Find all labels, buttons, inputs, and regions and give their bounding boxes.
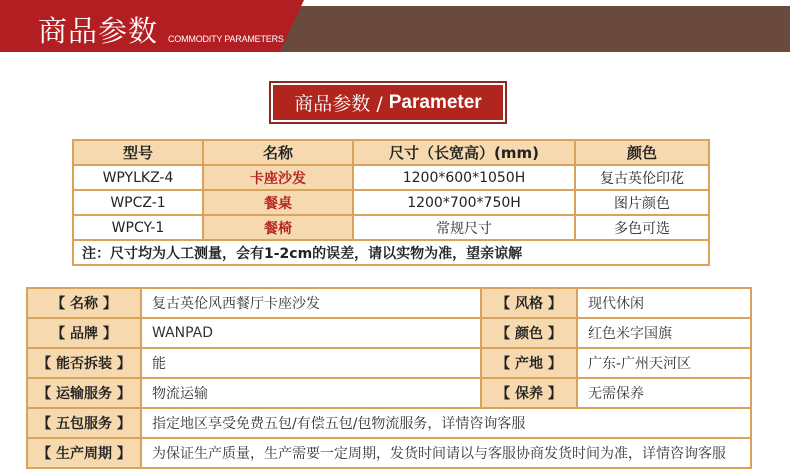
parameter-heading [269, 81, 507, 124]
value-style: 现代休闲 [577, 288, 751, 318]
header-size: 尺寸（长宽高）(mm) [353, 140, 575, 165]
value-brand: WANPAD [141, 318, 481, 348]
cell-color: 复古英伦印花 [575, 165, 709, 190]
label-shipping: 【 运输服务 】 [27, 378, 141, 408]
parameter-heading-cn: 商品参数 / [294, 93, 383, 115]
label-package: 【 五包服务 】 [27, 408, 141, 438]
label-color: 【 颜色 】 [481, 318, 577, 348]
header-model: 型号 [73, 140, 203, 165]
value-shipping: 物流运输 [141, 378, 481, 408]
value-cycle: 为保证生产质量，生产需要一定周期，发货时间请以与客服协商发货时间为准，详情咨询客服 [141, 438, 751, 468]
header-name: 名称 [203, 140, 353, 165]
value-origin: 广东-广州天河区 [577, 348, 751, 378]
header-banner [0, 0, 790, 52]
banner-title: 商品参数 [38, 14, 159, 48]
detail-row [27, 288, 751, 318]
label-removable: 【 能否拆装 】 [27, 348, 141, 378]
label-cycle: 【 生产周期 】 [27, 438, 141, 468]
detail-row [27, 438, 751, 468]
cell-name: 餐椅 [203, 215, 353, 240]
table-row [73, 165, 709, 190]
size-note: 注：尺寸均为人工测量，会有1-2cm的误差，请以实物为准，望亲谅解 [73, 240, 709, 265]
cell-color: 多色可选 [575, 215, 709, 240]
detail-row [27, 378, 751, 408]
size-table [72, 139, 710, 266]
detail-table [26, 287, 752, 469]
detail-row [27, 348, 751, 378]
cell-model: WPCY-1 [73, 215, 203, 240]
value-color: 红色米字国旗 [577, 318, 751, 348]
table-row [73, 215, 709, 240]
value-removable: 能 [141, 348, 481, 378]
label-origin: 【 产地 】 [481, 348, 577, 378]
label-style: 【 风格 】 [481, 288, 577, 318]
cell-color: 图片颜色 [575, 190, 709, 215]
cell-name: 餐桌 [203, 190, 353, 215]
cell-name: 卡座沙发 [203, 165, 353, 190]
size-note-row [73, 240, 709, 265]
table-row [73, 190, 709, 215]
header-color: 颜色 [575, 140, 709, 165]
size-table-header [73, 140, 709, 165]
cell-model: WPYLKZ-4 [73, 165, 203, 190]
label-brand: 【 品牌 】 [27, 318, 141, 348]
detail-row [27, 318, 751, 348]
label-name: 【 名称 】 [27, 288, 141, 318]
cell-size: 1200*600*1050H [353, 165, 575, 190]
cell-model: WPCZ-1 [73, 190, 203, 215]
parameter-heading-en: Parameter [388, 91, 482, 113]
label-warranty: 【 保养 】 [481, 378, 577, 408]
cell-size: 常规尺寸 [353, 215, 575, 240]
value-warranty: 无需保养 [577, 378, 751, 408]
value-name: 复古英伦风西餐厅卡座沙发 [141, 288, 481, 318]
cell-size: 1200*700*750H [353, 190, 575, 215]
value-package: 指定地区享受免费五包/有偿五包/包物流服务，详情咨询客服 [141, 408, 751, 438]
banner-subtitle: COMMODITY PARAMETERS [168, 34, 284, 44]
detail-row [27, 408, 751, 438]
